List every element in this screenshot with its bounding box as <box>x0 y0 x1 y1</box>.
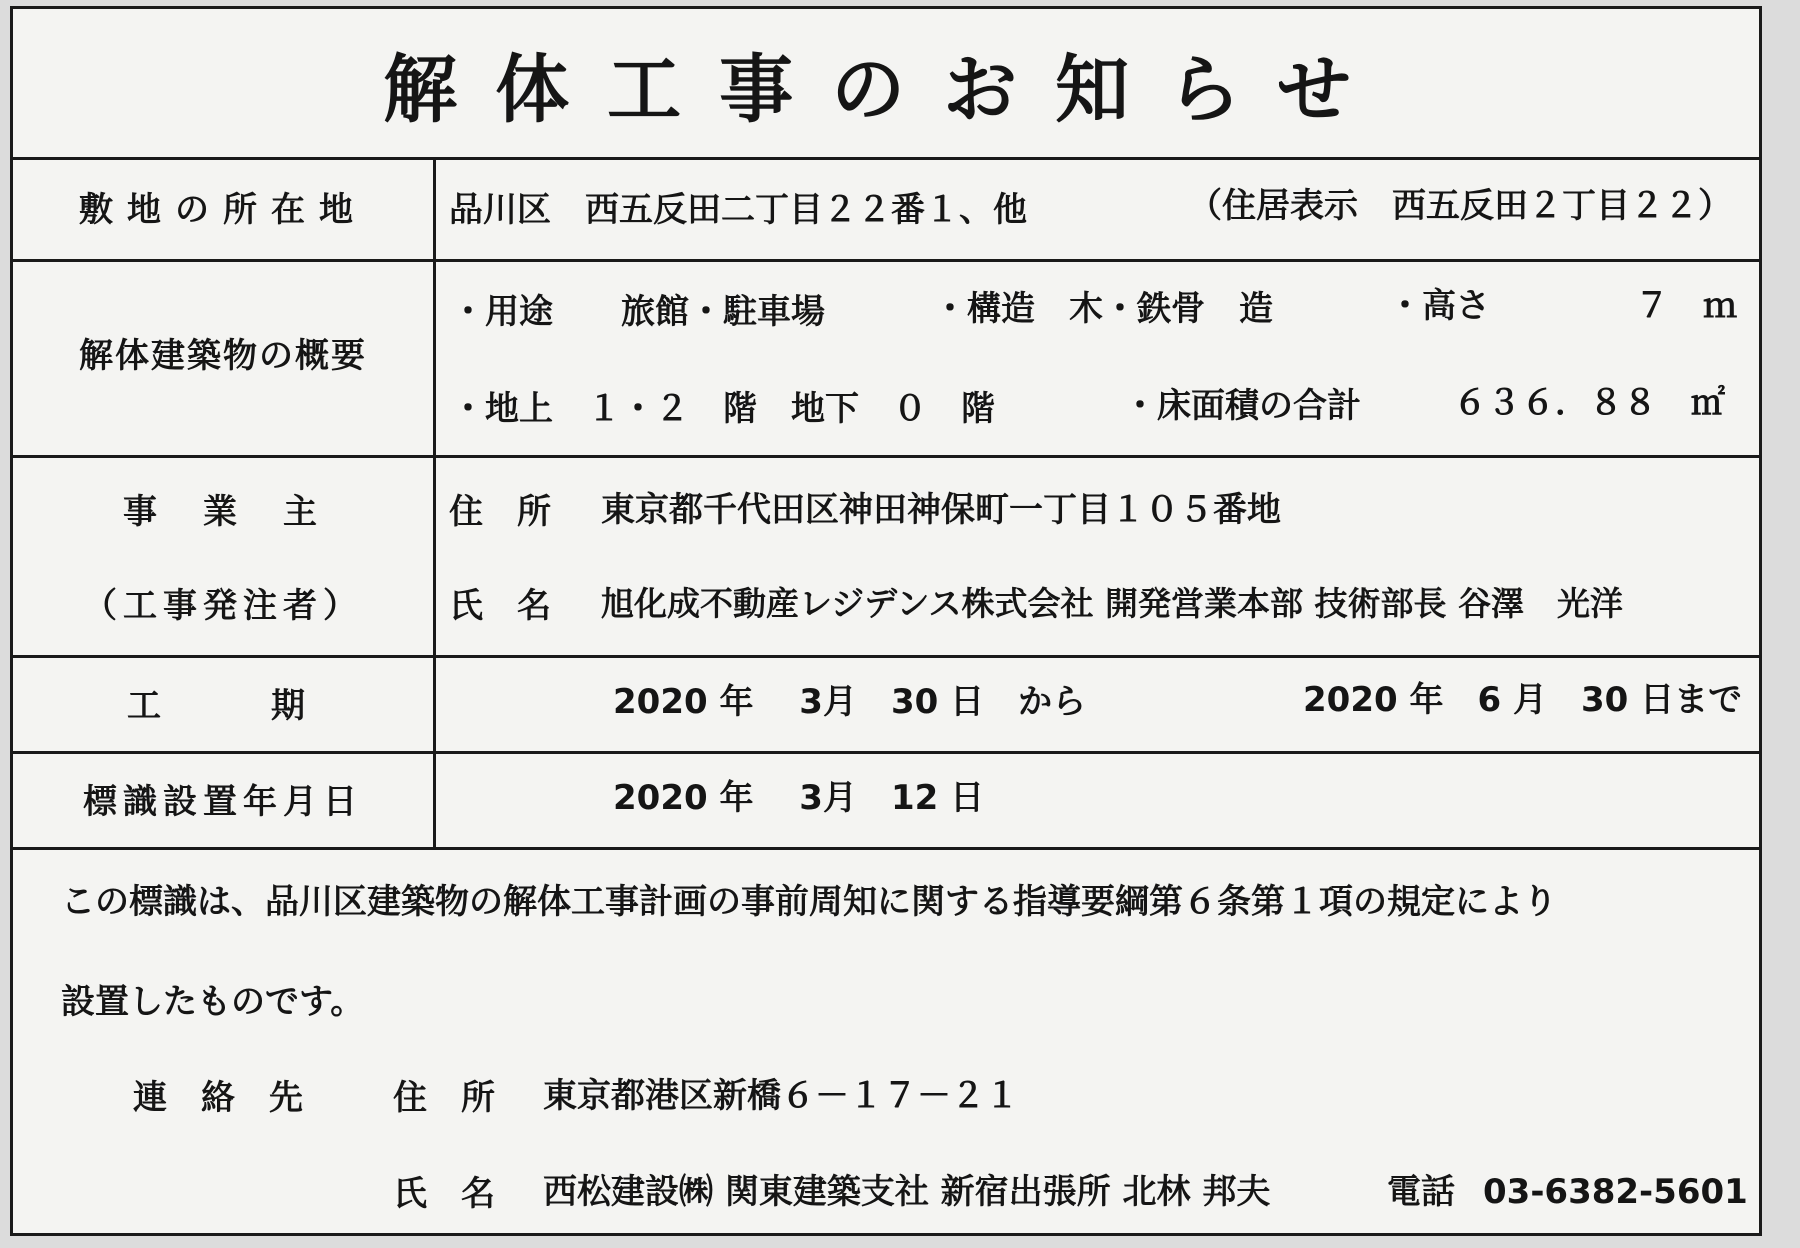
site-label: 敷地の所在地 <box>79 190 367 230</box>
notice-line-1: この標識は、品川区建築物の解体工事計画の事前周知に関する指導要綱第６条第１項の規定により <box>61 882 1557 922</box>
divider <box>13 847 1759 850</box>
divider <box>13 751 1759 754</box>
divider <box>13 655 1759 658</box>
building-floors: ・地上 １・２ 階 地下 ０ 階 <box>451 389 995 429</box>
contact-label: 連 絡 先 <box>133 1078 303 1118</box>
sign-title: 解体工事のお知らせ <box>383 47 1389 133</box>
posted-label: 標識設置年月日 <box>83 782 363 822</box>
building-area-label: ・床面積の合計 <box>1123 386 1361 426</box>
building-area-value: ６３６．８８ ㎡ <box>1453 383 1725 423</box>
contact-name-label: 氏 名 <box>393 1174 495 1214</box>
contact-address: 東京都港区新橋６－１７－２１ <box>543 1076 1019 1116</box>
building-use: ・用途 旅館・駐車場 <box>451 292 825 332</box>
site-residence: （住居表示 西五反田２丁目２２） <box>1188 186 1732 226</box>
contact-phone-label: 電話 <box>1387 1172 1455 1212</box>
owner-address-label: 住 所 <box>449 492 551 532</box>
building-label: 解体建築物の概要 <box>79 336 367 376</box>
owner-name-label: 氏 名 <box>449 586 551 626</box>
owner-address: 東京都千代田区神田神保町一丁目１０５番地 <box>601 490 1281 530</box>
building-height-label: ・高さ <box>1388 286 1490 326</box>
period-label: 工 期 <box>127 686 319 726</box>
notice-line-2: 設置したものです。 <box>61 982 365 1022</box>
column-divider <box>433 157 436 850</box>
notice-sign <box>10 6 1762 1236</box>
divider <box>13 157 1759 160</box>
divider <box>13 455 1759 458</box>
site-address: 品川区 西五反田二丁目２２番１、他 <box>449 190 1027 230</box>
posted-date: 2020 年 3月 12 日 <box>613 778 985 818</box>
period-start: 2020 年 3月 30 日 から <box>613 682 1087 722</box>
owner-sublabel: （工事発注者） <box>83 586 363 626</box>
contact-phone: 03-6382-5601 <box>1483 1172 1748 1212</box>
building-structure: ・構造 木・鉄骨 造 <box>933 289 1273 329</box>
contact-name: 西松建設㈱ 関東建築支社 新宿出張所 北林 邦夫 <box>543 1172 1271 1212</box>
owner-name: 旭化成不動産レジデンス株式会社 開発営業本部 技術部長 谷澤 光洋 <box>601 584 1623 623</box>
period-end: 2020 年 6 月 30 日まで <box>1303 680 1743 720</box>
building-height-value: ７ ｍ <box>1635 286 1737 326</box>
divider <box>13 259 1759 262</box>
contact-address-label: 住 所 <box>393 1078 495 1118</box>
owner-label: 事 業 主 <box>123 492 323 532</box>
